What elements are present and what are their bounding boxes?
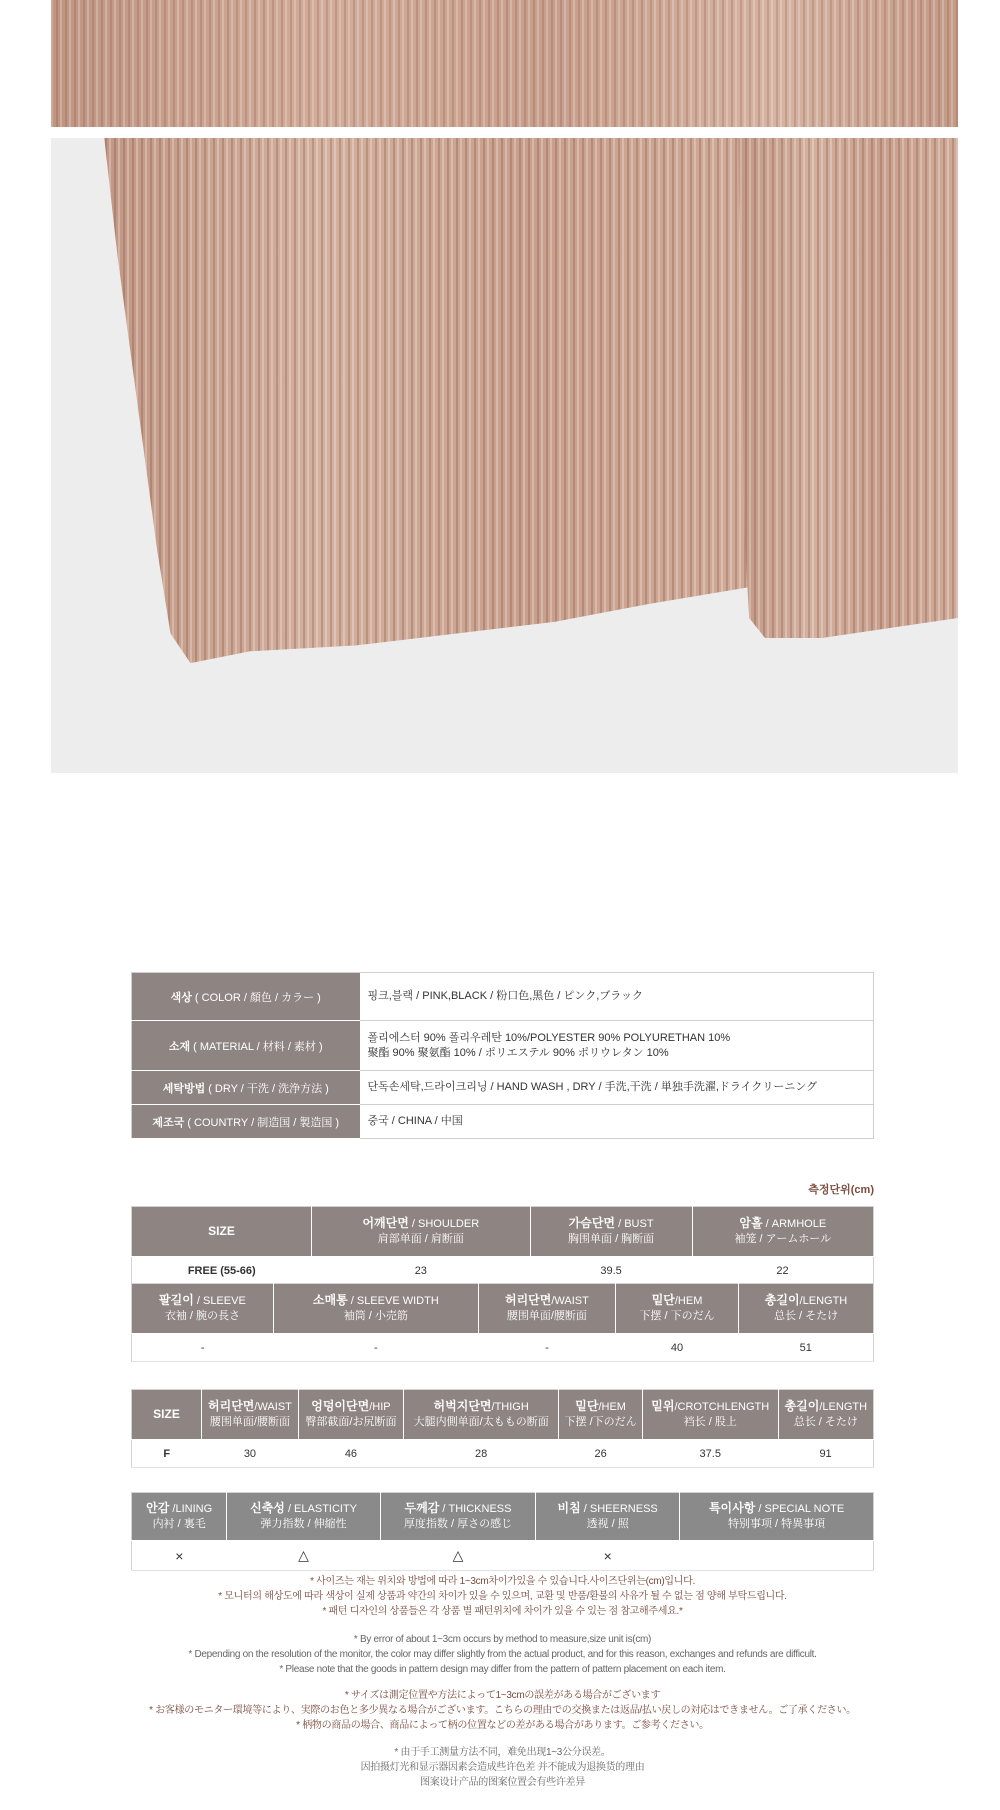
note-line: * Please note that the goods in pattern design may differ from the pattern of pattern placement on each item.: [279, 1664, 726, 1675]
header-thickness: 두께감 / THICKNESS 厚度指数 / 厚さの感じ: [380, 1493, 535, 1541]
table-header-row: [132, 1207, 874, 1257]
cell-bust: 39.5: [530, 1257, 692, 1285]
header-sleeve: 팔길이 / SLEEVE 衣袖 / 腕の長さ: [132, 1284, 274, 1334]
info-key: 제조국 ( COUNTRY / 制造国 / 製造国 ): [132, 1105, 360, 1139]
header-sleeve-width: 소매통 / SLEEVE WIDTH 袖筒 / 小売筋: [273, 1284, 478, 1334]
notes-japanese: [131, 1688, 874, 1733]
header-armhole: 암홀 / ARMHOLE 袖笼 / アームホール: [692, 1207, 873, 1257]
cell-waist: 30: [202, 1440, 299, 1468]
notes-english: [131, 1632, 874, 1677]
header-length: 총길이/LENGTH 总长 / そたけ: [778, 1390, 873, 1440]
info-row-wash: [132, 1071, 874, 1105]
measurement-unit-note: 측정단위(cm): [808, 1184, 874, 1196]
cell-special-note: [680, 1541, 874, 1571]
cell-hip: 46: [298, 1440, 403, 1468]
header-thigh: 허벅지단면/THIGH 大腿内側单面/太ももの断面: [404, 1390, 559, 1440]
table-row: [132, 1541, 874, 1571]
product-photo-bottom: [51, 138, 958, 773]
top-size-table-1: [131, 1206, 874, 1285]
header-lining: 안감 /LINING 内衬 / 裏毛: [132, 1493, 227, 1541]
header-crotch: 밑위/CROTCHLENGTH 裆长 / 股上: [642, 1390, 778, 1440]
header-size: SIZE: [132, 1207, 312, 1257]
table-row: [132, 1257, 874, 1285]
product-photo-top: [51, 0, 958, 127]
cell-crotch: 37.5: [642, 1440, 778, 1468]
header-waist: 허리단면/WAIST 腰围单面/腰断面: [202, 1390, 299, 1440]
header-shoulder: 어깨단면 / SHOULDER 肩部单面 / 肩断面: [312, 1207, 531, 1257]
info-value: 중국 / CHINA / 中国: [360, 1105, 874, 1139]
note-line: * 사이즈는 재는 위치와 방법에 따라 1~3cm차이가있을 수 있습니다.사이즈단위는(cm)입니다.: [310, 1576, 695, 1587]
note-line: * サイズは測定位置や方法によって1~3cmの誤差がある場合がございます: [344, 1690, 661, 1701]
cell-sleeve-width: -: [273, 1334, 478, 1362]
cell-hem: 40: [615, 1334, 738, 1362]
notes-chinese: [131, 1745, 874, 1790]
product-info-table: [131, 972, 874, 1139]
header-length: 총길이/LENGTH 总长 / そたけ: [739, 1284, 874, 1334]
info-value: 폴리에스터 90% 폴리우레탄 10%/POLYESTER 90% POLYURETHAN 10% 聚酯 90% 聚氨酯 10% / ポリエステル 90% ポリウレタン 10%: [360, 1021, 874, 1071]
cell-length: 91: [778, 1440, 873, 1468]
note-line: 因拍摄灯光和显示器因素会造成些许色差 并不能成为退换货的理由: [360, 1762, 645, 1773]
header-size: SIZE: [132, 1390, 202, 1440]
pant-leg-left: [91, 138, 754, 728]
cell-size: F: [132, 1440, 202, 1468]
cell-thigh: 28: [404, 1440, 559, 1468]
photo-divider: [51, 127, 958, 138]
header-waist: 허리단면/WAIST 腰围单面/腰断面: [478, 1284, 615, 1334]
cell-length: 51: [739, 1334, 874, 1362]
info-value: 핑크,블랙 / PINK,BLACK / 粉口色,黑色 / ピンク,ブラック: [360, 973, 874, 1021]
cell-armhole: 22: [692, 1257, 873, 1285]
header-hem: 밑단/HEM 下摆 / 下のだん: [615, 1284, 738, 1334]
info-row-color: [132, 973, 874, 1021]
table-header-row: [132, 1390, 874, 1440]
header-sheerness: 비침 / SHEERNESS 透视 / 照: [536, 1493, 680, 1541]
note-line: 图案设计产品的图案位置会有些许差异: [420, 1777, 585, 1788]
info-key: 세탁방법 ( DRY / 干洗 / 洗浄方法 ): [132, 1071, 360, 1105]
note-line: * By error of about 1~3cm occurs by method to measure,size unit is(cm): [353, 1634, 652, 1645]
table-row: [132, 1334, 874, 1362]
cell-size: FREE (55-66): [132, 1257, 312, 1285]
header-bust: 가슴단면 / BUST 胸围单面 / 胸断面: [530, 1207, 692, 1257]
header-hem: 밑단/HEM 下摆 /下のだん: [559, 1390, 643, 1440]
note-line: * 由于手工测量方法不同，难免出现1~3公分误差。: [394, 1747, 611, 1758]
cell-waist: -: [478, 1334, 615, 1362]
note-line: * 柄物の商品の場合、商品によって柄の位置などの差がある場合があります。ご参考ください。: [296, 1720, 709, 1731]
note-line: * 모니터의 해상도에 따라 색상이 실제 상품과 약간의 차이가 있을 수 있으며, 교환 및 반품/환불의 사유가 될 수 없는 점 양해 부탁드립니다.: [218, 1591, 787, 1602]
info-key: 색상 ( COLOR / 顏色 / カラー ): [132, 973, 360, 1021]
info-row-material: [132, 1021, 874, 1071]
notes-korean: [131, 1574, 874, 1619]
table-row: [132, 1440, 874, 1468]
info-row-country: [132, 1105, 874, 1139]
info-value: 단독손세탁,드라이크리닝 / HAND WASH , DRY / 手洗,干洗 / 単独手洗濯,ドライクリーニング: [360, 1071, 874, 1105]
fabric-feel-table: [131, 1492, 874, 1571]
table-header-row: [132, 1284, 874, 1334]
cell-sheerness: ×: [536, 1541, 680, 1571]
bottom-size-table: [131, 1389, 874, 1468]
cell-sleeve: -: [132, 1334, 274, 1362]
top-size-table-2: [131, 1283, 874, 1362]
cell-lining: ×: [132, 1541, 227, 1571]
note-line: * 패턴 디자인의 상품들은 각 상품 별 패턴위치에 차이가 있을 수 있는 점 참고해주세요.*: [322, 1606, 683, 1617]
note-line: * お客様のモニター環境等により、実際のお色と多少異なる場合がございます。こちらの理由での交換または返品/払い戻しの対応はできません。ご了承ください。: [149, 1705, 856, 1716]
header-hip: 엉덩이단면/HIP 臀部截面/お尻断面: [298, 1390, 403, 1440]
header-special-note: 특이사항 / SPECIAL NOTE 特别事项 / 特異事項: [680, 1493, 874, 1541]
note-line: * Depending on the resolution of the monitor, the color may differ slightly from the actual product, and for this reason, exchanges and refunds are difficult.: [188, 1649, 817, 1660]
cell-shoulder: 23: [312, 1257, 531, 1285]
cell-elasticity: △: [227, 1541, 381, 1571]
info-key: 소재 ( MATERIAL / 材料 / 素材 ): [132, 1021, 360, 1071]
table-header-row: [132, 1493, 874, 1541]
cell-thickness: △: [380, 1541, 535, 1571]
pant-leg-right: [731, 138, 958, 638]
cell-hem: 26: [559, 1440, 643, 1468]
header-elasticity: 신축성 / ELASTICITY 弹力指数 / 伸縮性: [227, 1493, 381, 1541]
